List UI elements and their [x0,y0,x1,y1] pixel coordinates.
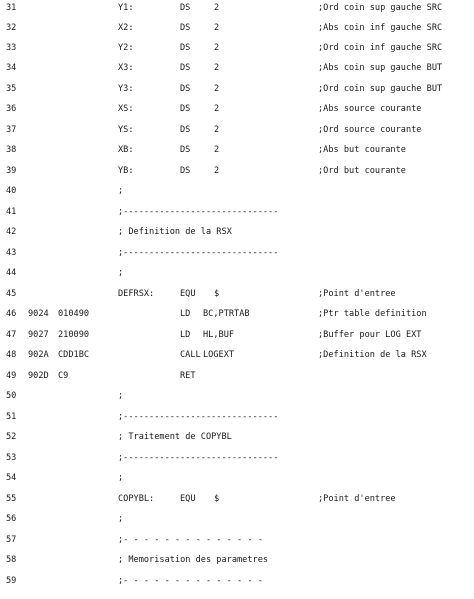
listing-line [0,553,474,567]
listing-line [0,389,474,403]
separator-line: ;------------------------------ [118,412,279,422]
label: DEFRSX: [118,289,155,299]
label: X2: [118,23,134,33]
separator-line: ;------------------------------ [118,453,279,463]
label: XB: [118,145,134,155]
opcode: EQU [180,494,196,504]
line-number: 40 [6,186,17,196]
opcode: DS [180,104,191,114]
comment: ;Abs source courante [318,104,422,114]
operand: 2 [214,104,220,114]
operand: BC,PTRTAB [203,309,250,319]
opcode: LD [180,330,191,340]
line-number: 39 [6,166,17,176]
listing-line [0,287,474,301]
opcode: LD [180,309,191,319]
label: YB: [118,166,134,176]
listing-line [0,328,474,342]
listing-line [0,102,474,116]
listing-line [0,246,474,260]
line-number: 50 [6,391,17,401]
listing-line [0,143,474,157]
line-number: 51 [6,412,17,422]
listing-line [0,123,474,137]
address: 9024 [28,309,49,319]
operand: 2 [214,166,220,176]
opcode: RET [180,371,196,381]
listing-line [0,184,474,198]
operand: 2 [214,23,220,33]
listing-line [0,82,474,96]
line-number: 52 [6,432,17,442]
listing-line [0,41,474,55]
listing-line [0,164,474,178]
line-number: 56 [6,514,17,524]
line-number: 38 [6,145,17,155]
line-number: 43 [6,248,17,258]
comment: ;Ptr table definition [318,309,427,319]
listing-line [0,533,474,547]
label: X3: [118,63,134,73]
line-number: 47 [6,330,17,340]
listing-line [0,512,474,526]
listing-line [0,21,474,35]
line-number: 55 [6,494,17,504]
comment: ;Point d'entree [318,289,396,299]
label: Y3: [118,84,134,94]
address: 902D [28,371,49,381]
listing-line [0,307,474,321]
operand: 2 [214,125,220,135]
opcode: DS [180,125,191,135]
listing-line [0,1,474,15]
machine-code: 010490 [58,309,90,319]
line-number: 42 [6,227,17,237]
opcode: DS [180,23,191,33]
listing-line [0,369,474,383]
line-number: 31 [6,3,17,13]
opcode: DS [180,43,191,53]
comment: ;Ord coin sup gauche SRC [318,3,443,13]
opcode: DS [180,145,191,155]
label: YS: [118,125,134,135]
operand: $ [214,494,220,504]
label: COPYBL: [118,494,155,504]
opcode: DS [180,166,191,176]
line-number: 45 [6,289,17,299]
separator-line: ;- - - - - - - - - - - - - - [118,576,263,586]
listing-line [0,410,474,424]
comment-text: ; [118,391,124,401]
section-heading: ; Definition de la RSX [118,227,232,237]
section-heading: ; Traitement de COPYBL [118,432,232,442]
address: 902A [28,350,49,360]
opcode: EQU [180,289,196,299]
line-number: 37 [6,125,17,135]
line-number: 54 [6,473,17,483]
line-number: 36 [6,104,17,114]
section-heading: ; Memorisation des parametres [118,555,269,565]
listing-line [0,225,474,239]
comment: ;Abs coin sup gauche BUT [318,63,443,73]
listing-line [0,492,474,506]
comment-text: ; [118,473,124,483]
operand: HL,BUF [203,330,235,340]
label: XS: [118,104,134,114]
line-number: 57 [6,535,17,545]
comment: ;Ord but courante [318,166,406,176]
listing-line [0,61,474,75]
operand: 2 [214,3,220,13]
separator-line: ;------------------------------ [118,207,279,217]
label: Y2: [118,43,134,53]
opcode: DS [180,63,191,73]
operand: $ [214,289,220,299]
line-number: 59 [6,576,17,586]
line-number: 35 [6,84,17,94]
line-number: 49 [6,371,17,381]
line-number: 44 [6,268,17,278]
comment: ;Ord source courante [318,125,422,135]
listing-line [0,430,474,444]
comment: ;Abs coin inf gauche SRC [318,23,443,33]
separator-line: ;- - - - - - - - - - - - - - [118,535,263,545]
listing-line [0,348,474,362]
machine-code: CDD1BC [58,350,90,360]
comment-text: ; [118,268,124,278]
listing-line [0,266,474,280]
machine-code: 210090 [58,330,90,340]
comment: ;Definition de la RSX [318,350,427,360]
listing-line [0,471,474,485]
operand: LOGEXT [203,350,235,360]
line-number: 53 [6,453,17,463]
opcode: CALL [180,350,201,360]
operand: 2 [214,43,220,53]
machine-code: C9 [58,371,69,381]
opcode: DS [180,84,191,94]
comment: ;Abs but courante [318,145,406,155]
opcode: DS [180,3,191,13]
line-number: 33 [6,43,17,53]
line-number: 46 [6,309,17,319]
comment: ;Point d'entree [318,494,396,504]
address: 9027 [28,330,49,340]
line-number: 41 [6,207,17,217]
listing-line [0,574,474,588]
label: Y1: [118,3,134,13]
listing-line [0,205,474,219]
separator-line: ;------------------------------ [118,248,279,258]
operand: 2 [214,63,220,73]
comment-text: ; [118,514,124,524]
comment: ;Ord coin sup gauche BUT [318,84,443,94]
line-number: 32 [6,23,17,33]
listing-line [0,451,474,465]
comment: ;Ord coin inf gauche SRC [318,43,443,53]
comment: ;Buffer pour LOG EXT [318,330,422,340]
line-number: 58 [6,555,17,565]
line-number: 48 [6,350,17,360]
line-number: 34 [6,63,17,73]
comment-text: ; [118,186,124,196]
operand: 2 [214,84,220,94]
operand: 2 [214,145,220,155]
